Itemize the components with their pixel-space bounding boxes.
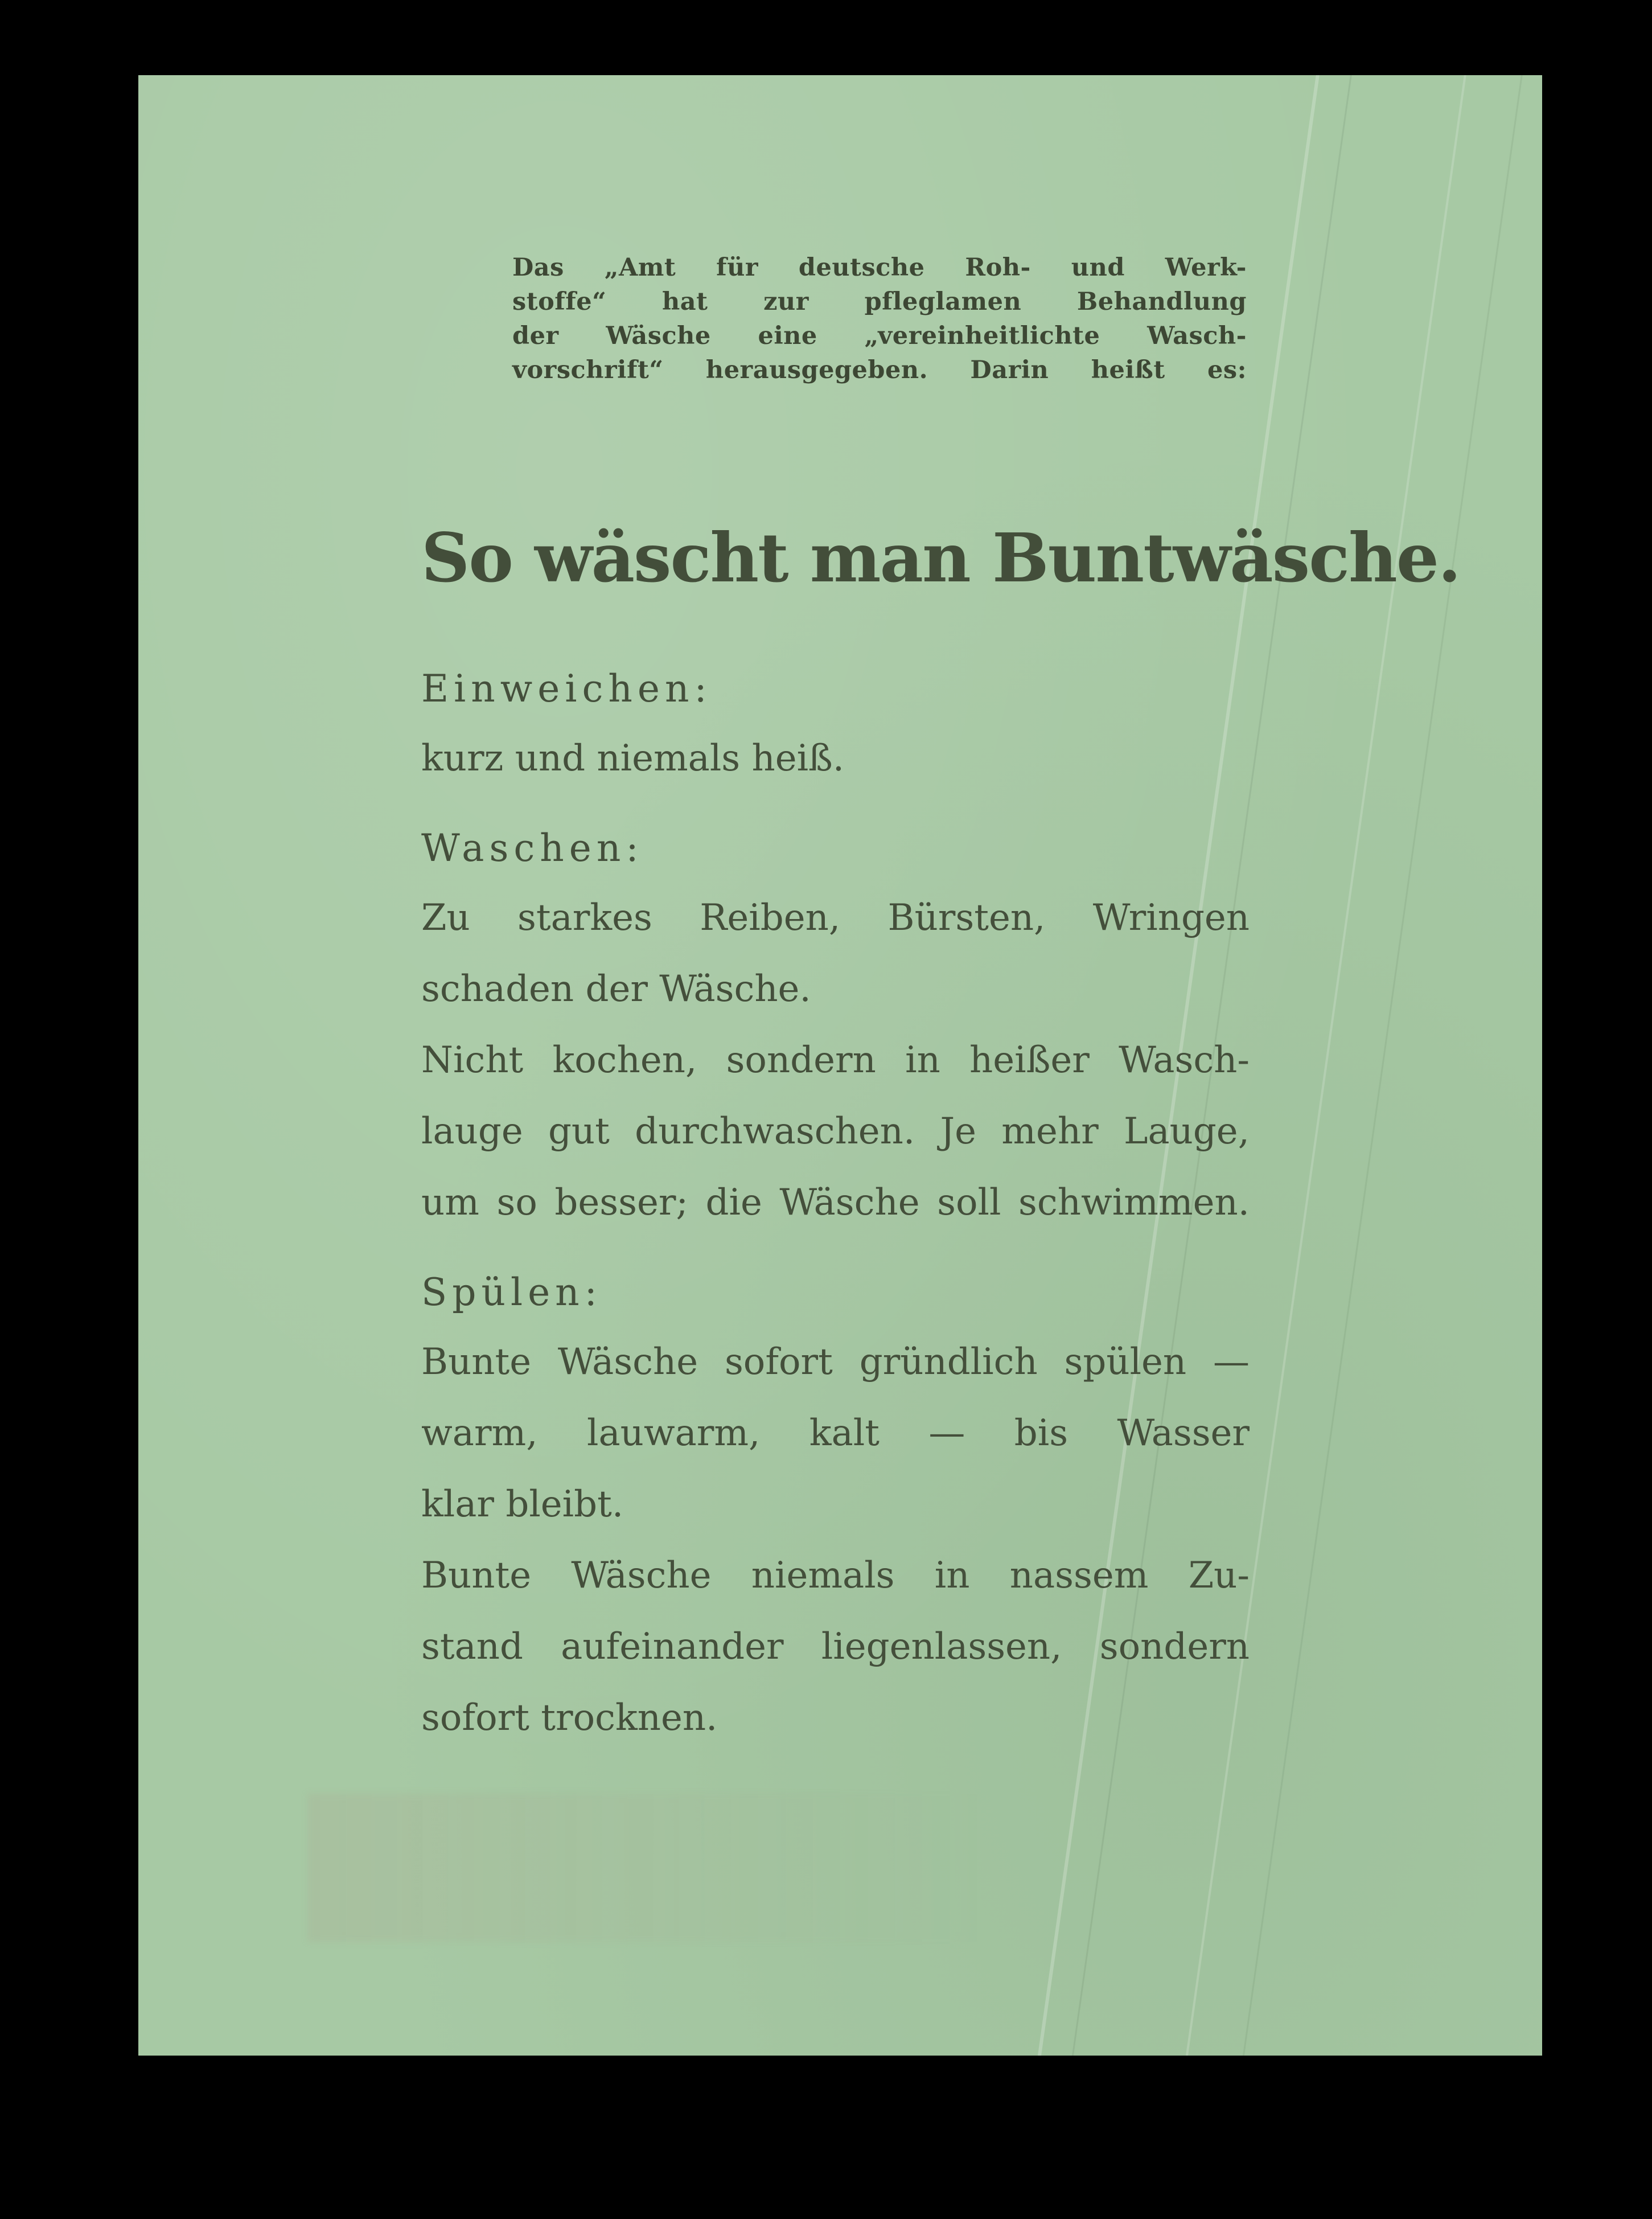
section-heading: Waschen: bbox=[421, 826, 644, 870]
section-line: schaden der Wäsche. bbox=[421, 968, 811, 1010]
section-line: Bunte Wäsche niemals in nassem Zu- bbox=[421, 1554, 1250, 1597]
section-heading: Einweichen: bbox=[421, 667, 712, 711]
section-gap bbox=[421, 1238, 1250, 1258]
intro-line: vorschrift“ herausgegeben. Darin heißt es: bbox=[512, 356, 1247, 384]
section-gap bbox=[421, 794, 1250, 814]
intro-line: stoffe“ hat zur pfleglamen Behandlung bbox=[512, 288, 1247, 316]
section-line: sofort trocknen. bbox=[421, 1697, 718, 1739]
section-line: Bunte Wäsche sofort gründlich spülen — bbox=[421, 1341, 1250, 1383]
section-spuelen bbox=[421, 1258, 1250, 1754]
section-line: stand aufeinander liegenlassen, sondern bbox=[421, 1626, 1250, 1668]
faded-stamp-residue bbox=[307, 1794, 991, 1942]
section-line: Nicht kochen, sondern in heißer Wasch- bbox=[421, 1039, 1250, 1081]
section-heading: Spülen: bbox=[421, 1270, 602, 1314]
intro-line: Das „Amt für deutsche Roh- und Werk- bbox=[512, 253, 1247, 282]
intro-line: der Wäsche eine „vereinheitlichte Wasch- bbox=[512, 322, 1247, 350]
intro-paragraph bbox=[512, 251, 1247, 387]
section-line: lauge gut durchwaschen. Je mehr Lauge, bbox=[421, 1110, 1250, 1152]
section-line: um so besser; die Wäsche soll schwimmen. bbox=[421, 1182, 1250, 1224]
instructions-body bbox=[421, 655, 1250, 1754]
paper-fold-crease bbox=[1234, 75, 1529, 2056]
section-line: Zu starkes Reiben, Bürsten, Wringen bbox=[421, 897, 1250, 939]
section-line: warm, lauwarm, kalt — bis Wasser bbox=[421, 1412, 1250, 1454]
document-title: So wäscht man Buntwäsche. bbox=[421, 518, 1460, 597]
section-line: klar bleibt. bbox=[421, 1483, 624, 1525]
section-einweichen bbox=[421, 655, 1250, 794]
section-line: kurz und niemals heiß. bbox=[421, 737, 845, 780]
section-waschen bbox=[421, 814, 1250, 1238]
